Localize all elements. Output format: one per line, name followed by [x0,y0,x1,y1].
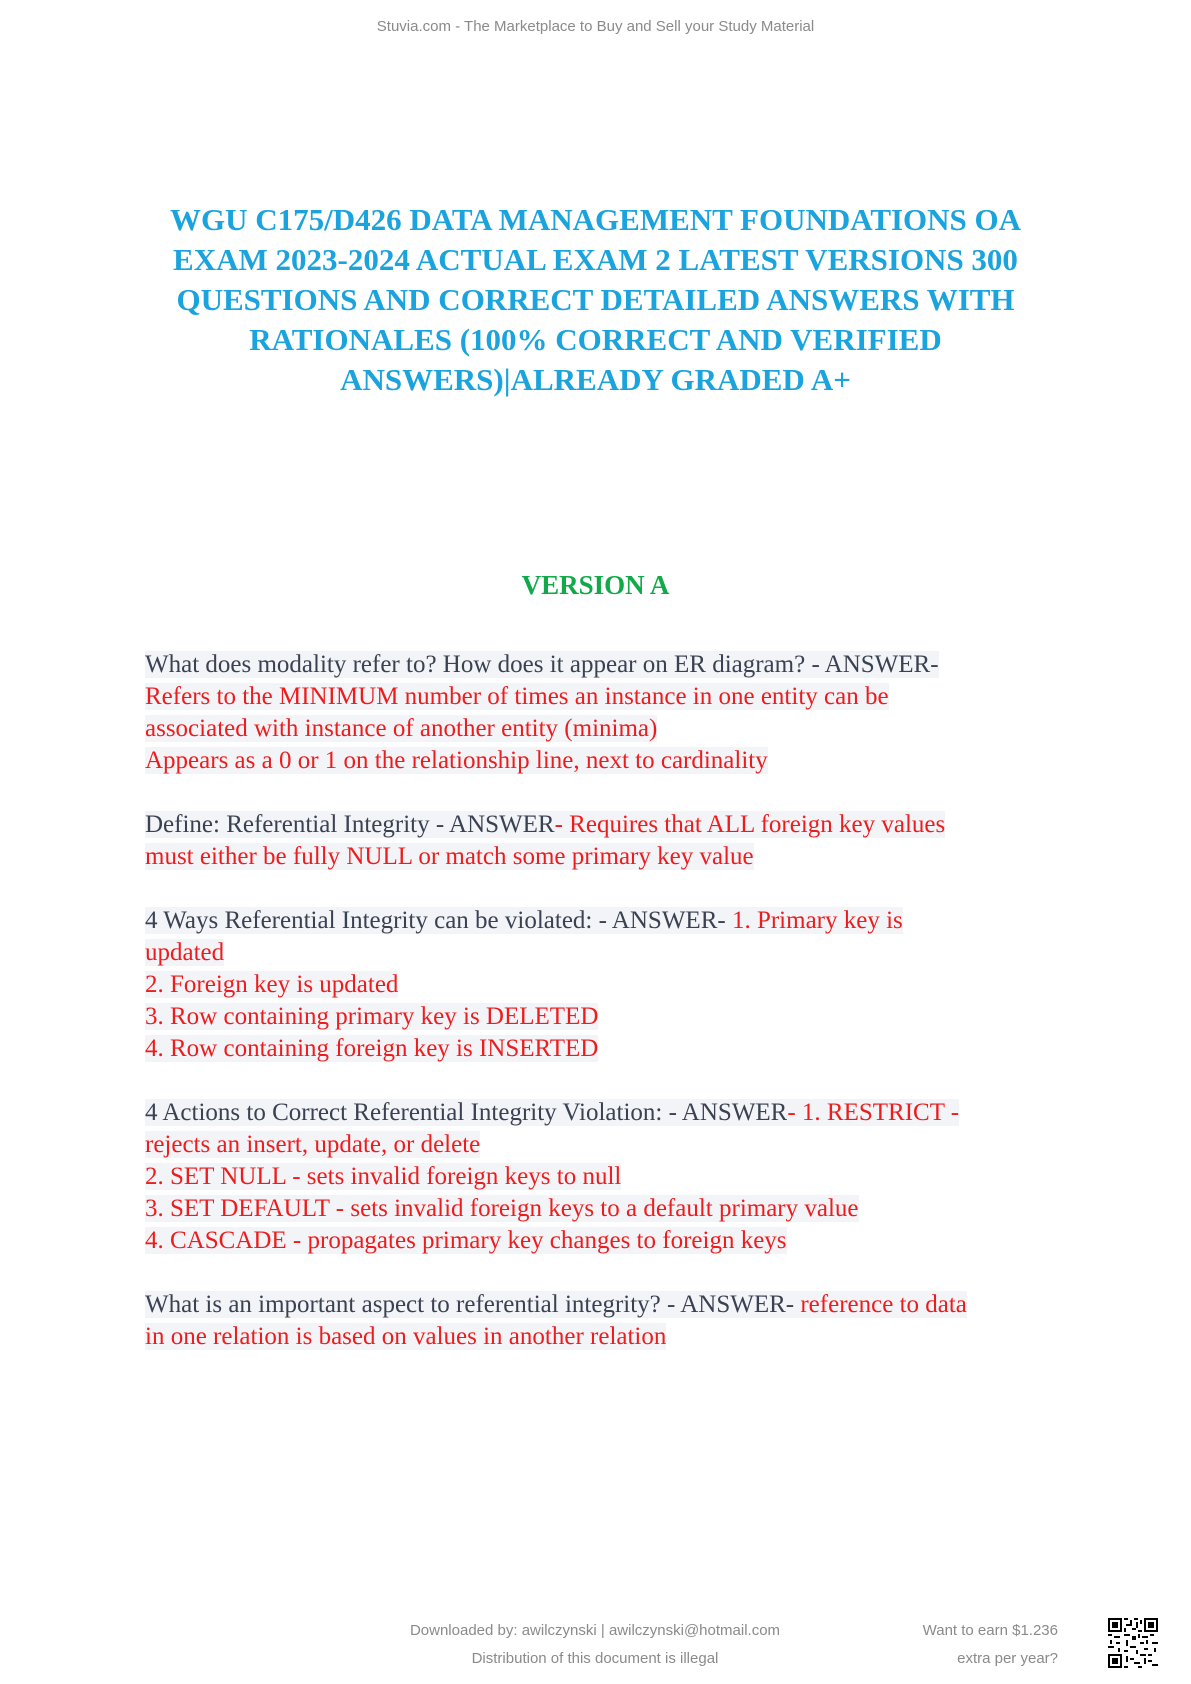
distribution-notice: Distribution of this document is illegal [471,1650,719,1667]
version-heading: VERSION A [521,570,670,600]
qa-question: 4 Actions to Correct Referential Integrity Violation: - ANSWER [145,1099,788,1126]
qa-question-line [145,649,1085,681]
qa-answer: must either be fully NULL or match some primary key value [145,843,754,870]
qr-code-icon[interactable] [1108,1618,1158,1668]
qa-item [145,809,1085,873]
qa-answer-line [145,1193,1085,1225]
qa-answer-line [145,1033,1085,1065]
qa-answer-line [145,1001,1085,1033]
qa-item [145,1097,1085,1257]
qa-answer-line [145,745,1085,777]
qa-question: What is an important aspect to referential integrity? - ANSWER- [145,1291,801,1318]
qa-answer-line [145,1321,1085,1353]
qa-answer-line [145,841,1085,873]
qa-answer: 4. CASCADE - propagates primary key changes to foreign keys [145,1227,787,1254]
qa-answer-line [145,713,1085,745]
qa-list [145,649,1085,1385]
qa-answer: 2. SET NULL - sets invalid foreign keys to null [145,1163,622,1190]
qa-answer-line [145,1225,1085,1257]
qa-answer: rejects an insert, update, or delete [145,1131,481,1158]
qa-answer: - 1. RESTRICT - [787,1099,960,1126]
qa-item [145,905,1085,1065]
qa-item [145,1289,1085,1353]
qa-answer-line [145,681,1085,713]
qa-answer-line [145,937,1085,969]
qa-answer: - Requires that ALL foreign key values [554,811,946,838]
qa-question-line [145,905,1085,937]
earn-promo-link-line2[interactable]: extra per year? [957,1650,1058,1667]
earn-promo-link[interactable]: Want to earn $1.236 [922,1622,1058,1639]
qa-question-line [145,809,1085,841]
qa-question: What does modality refer to? How does it appear on ER diagram? - ANSWER- [145,651,939,678]
qa-answer: 3. SET DEFAULT - sets invalid foreign keys to a default primary value [145,1195,859,1222]
qa-question: 4 Ways Referential Integrity can be violated: - ANSWER- [145,907,732,934]
qa-answer: 3. Row containing primary key is DELETED [145,1003,599,1030]
qa-answer-line [145,969,1085,1001]
site-banner: Stuvia.com - The Marketplace to Buy and Sell your Study Material [376,18,815,35]
qa-answer: 1. Primary key is [731,907,903,934]
qa-answer: 4. Row containing foreign key is INSERTED [145,1035,599,1062]
qa-answer: associated with instance of another entity (minima) [145,715,658,742]
qa-answer-line [145,1161,1085,1193]
qa-item [145,649,1085,777]
qa-question-line [145,1097,1085,1129]
qa-answer-line [145,1129,1085,1161]
downloaded-by-text: Downloaded by: awilczynski | awilczynski@hotmail.com [409,1622,781,1639]
qa-answer: Appears as a 0 or 1 on the relationship line, next to cardinality [145,747,768,774]
document-title: WGU C175/D426 DATA MANAGEMENT FOUNDATIONS OA EXAM 2023-2024 ACTUAL EXAM 2 LATEST VERSIONS 300 QUESTIONS AND CORRECT DETAILED ANSWERS WITH RATIONALES (100% CORRECT AND VERIFIED ANSWERS)|ALREADY GRADED A+ [169,202,1022,397]
qa-answer: updated [145,939,225,966]
qa-answer: in one relation is based on values in another relation [145,1323,667,1350]
qa-answer: 2. Foreign key is updated [145,971,399,998]
qa-answer: Refers to the MINIMUM number of times an instance in one entity can be [145,683,889,710]
qa-question-line [145,1289,1085,1321]
qa-answer: reference to data [800,1291,967,1318]
qa-question: Define: Referential Integrity - ANSWER [145,811,555,838]
